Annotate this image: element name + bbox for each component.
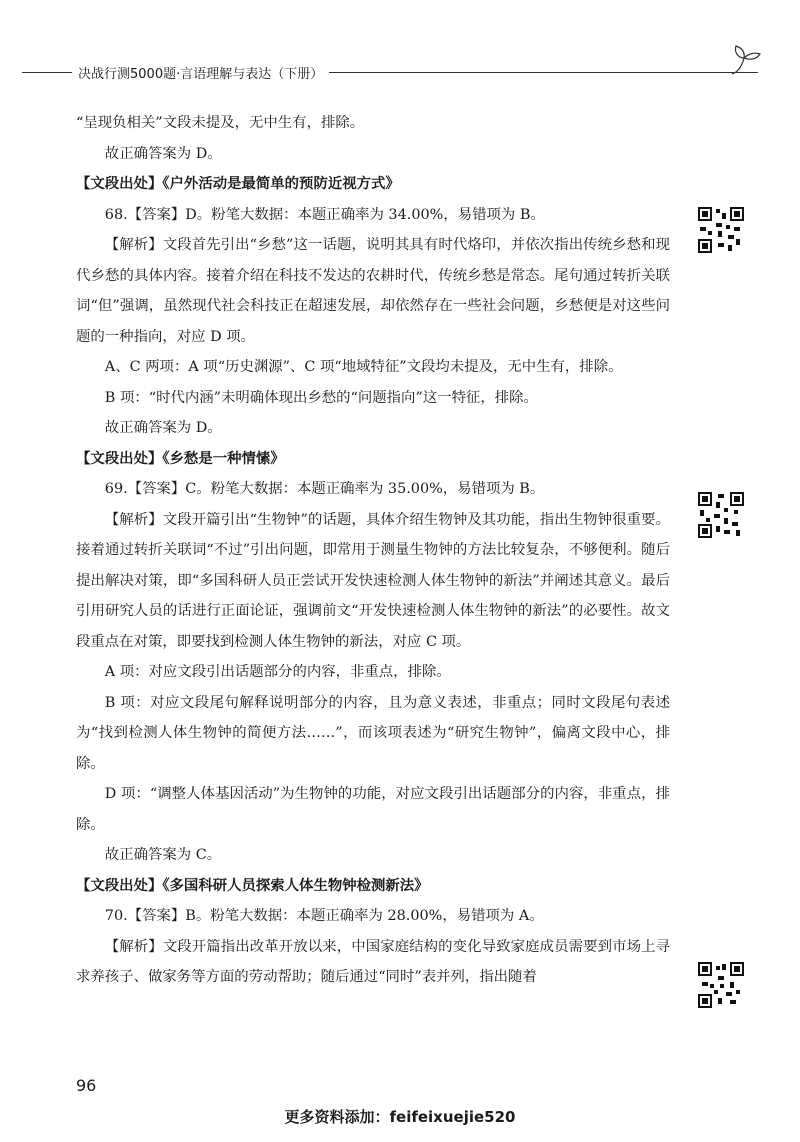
question-69-analysis: 【解析】文段开篇引出“生物钟”的话题，具体介绍生物钟及其功能，指出生物钟很重要。接着通过转折关联词“不过”引出问题，即常用于测量生物钟的方法比较复杂，不够便利。随后提出解决对策，即“多国科研人员正尝试开发快速检测人体生物钟的新法”并阐述其意义。最后引用研究人员的话进行正面论证，强调前文“开发快速检测人体生物钟的新法”的必要性。故文段重点在对策，即要找到检测人体生物钟的新法，对应 C 项。	[76, 511, 670, 650]
source-line: 【文段出处】《乡愁是一种情愫》	[76, 450, 285, 467]
question-70-answer: 70.【答案】B。粉笔大数据：本题正确率为 28.00%，易错项为 A。	[104, 908, 544, 924]
qr-code-icon[interactable]	[696, 490, 746, 540]
header-rule-right	[329, 72, 758, 73]
text-line: “呈现负相关”文段未提及，无中生有，排除。	[76, 115, 365, 131]
answer-line: 故正确答案为 D。	[104, 420, 222, 436]
source-line: 【文段出处】《多国科研人员探索人体生物钟检测新法》	[76, 877, 429, 894]
option-analysis: A 项：对应文段引出话题部分的内容，非重点，排除。	[104, 664, 451, 680]
question-68-answer: 68.【答案】D。粉笔大数据：本题正确率为 34.00%，易错项为 B。	[104, 206, 545, 223]
answer-line: 故正确答案为 C。	[104, 847, 222, 863]
running-header	[22, 62, 758, 82]
option-analysis: A、C 两项：A 项“历史渊源”、C 项“地域特征”文段均未提及，无中生有，排除。	[104, 359, 623, 375]
header-rule-left	[22, 72, 72, 73]
answer-line: 故正确答案为 D。	[104, 145, 222, 162]
footer-note: 更多资料添加：feifeixuejie520	[284, 1108, 516, 1126]
option-analysis: B 项：对应文段尾句解释说明部分的内容，且为意义表述，非重点；同时文段尾句表述为“找到检测人体生物钟的简便方法……”，而该项表述为“研究生物钟”，偏离文段中心，排除。	[76, 694, 670, 772]
qr-code-icon[interactable]	[696, 960, 746, 1010]
qr-code-icon[interactable]	[696, 205, 746, 255]
question-69-answer: 69.【答案】C。粉笔大数据：本题正确率为 35.00%，易错项为 B。	[104, 481, 545, 497]
book-title: 决战行测5000题·言语理解与表达（下册）	[78, 66, 324, 82]
option-analysis: D 项：“调整人体基因活动”为生物钟的功能，对应文段引出话题部分的内容，非重点，排除。	[76, 786, 670, 833]
sprout-icon	[728, 42, 762, 76]
question-68-analysis: 【解析】文段首先引出“乡愁”这一话题，说明其具有时代烙印，并依次指出传统乡愁和现代乡愁的具体内容。接着介绍在科技不发达的农耕时代，传统乡愁是常态。尾句通过转折关联词“但”强调，虽然现代社会科技正在超速发展，却依然存在一些社会问题，乡愁便是对这些问题的一种指向，对应 D 项。	[76, 237, 670, 345]
option-analysis: B 项：“时代内涵”未明确体现出乡愁的“问题指向”这一特征，排除。	[104, 389, 538, 406]
question-70-analysis: 【解析】文段开篇指出改革开放以来，中国家庭结构的变化导致家庭成员需要到市场上寻求养孩子、做家务等方面的劳动帮助；随后通过“同时”表并列，指出随着	[76, 938, 670, 985]
page-body	[76, 108, 670, 993]
page-number: 96	[76, 1076, 97, 1095]
source-line: 【文段出处】《户外活动是最简单的预防近视方式》	[76, 176, 400, 192]
